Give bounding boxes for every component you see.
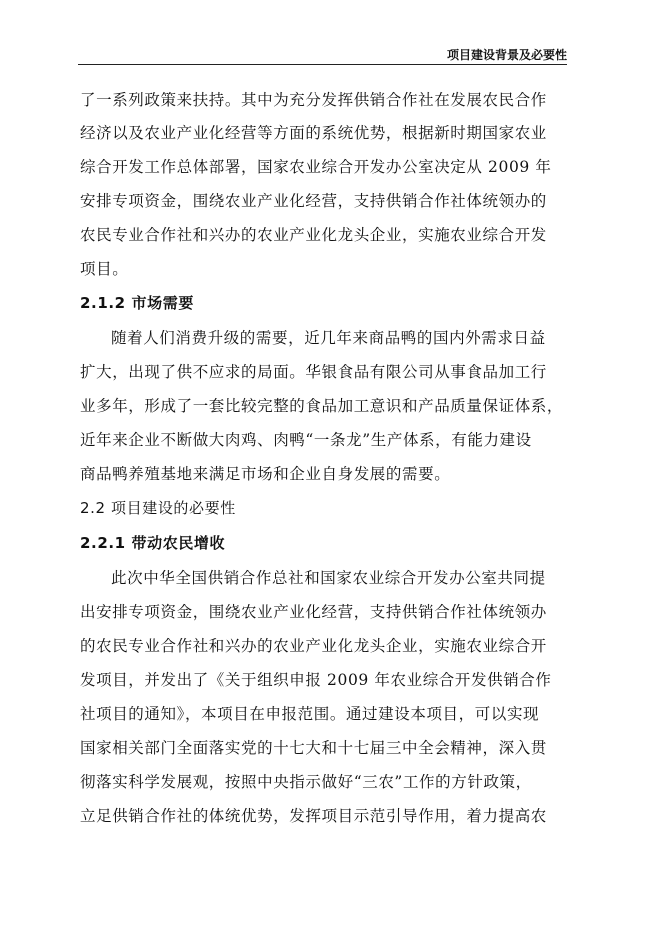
page-header — [78, 38, 567, 65]
body-line: 综合开发工作总体部署，国家农业综合开发办公室决定从 2009 年 — [80, 158, 552, 176]
body-line: 安排专项资金，围绕农业产业化经营，支持供销合作社体统领办的 — [80, 192, 547, 210]
subsection-heading: 2.1.2 市场需要 — [80, 294, 194, 312]
body-line: 出安排专项资金，围绕农业产业化经营，支持供销合作社体统领办 — [80, 603, 547, 621]
body-line: 发项目，并发出了《关于组织申报 2009 年农业综合开发供销合作 — [80, 671, 552, 689]
section-heading: 2.2 项目建设的必要性 — [80, 499, 236, 517]
body-line: 随着人们消费升级的需要，近几年来商品鸭的国内外需求日益 — [111, 329, 546, 347]
body-line: 经济以及农业产业化经营等方面的系统优势，根据新时期国家农业 — [80, 124, 547, 142]
body-line: 近年来企业不断做大肉鸡、肉鸭“一条龙”生产体系，有能力建设 — [80, 431, 532, 449]
body-line: 此次中华全国供销合作总社和国家农业综合开发办公室共同提 — [111, 569, 546, 587]
body-line: 商品鸭养殖基地来满足市场和企业自身发展的需要。 — [80, 465, 451, 483]
body-line: 项目。 — [80, 260, 129, 278]
body-line: 社项目的通知》，本项目在申报范围。通过建设本项目，可以实现 — [80, 705, 540, 723]
body-line: 农民专业合作社和兴办的农业产业化龙头企业，实施农业综合开发 — [80, 226, 547, 244]
subsection-heading: 2.2.1 带动农民增收 — [80, 534, 226, 552]
header-title: 项目建设背景及必要性 — [446, 48, 567, 62]
body-line: 扩大，出现了供不应求的局面。华银食品有限公司从事食品加工行 — [80, 363, 547, 381]
body-line: 立足供销合作社的体统优势，发挥项目示范引导作用，着力提高农 — [80, 807, 547, 825]
body-line: 彻落实科学发展观，按照中央指示做好“三农”工作的方针政策， — [80, 773, 532, 791]
body-line: 了一系列政策来扶持。其中为充分发挥供销合作社在发展农民合作 — [80, 91, 547, 109]
body-line: 业多年，形成了一套比较完整的食品加工意识和产品质量保证体系， — [80, 397, 564, 415]
body-line: 国家相关部门全面落实党的十七大和十七届三中全会精神，深入贯 — [80, 739, 547, 757]
body-line: 的农民专业合作社和兴办的农业产业化龙头企业，实施农业综合开 — [80, 637, 547, 655]
